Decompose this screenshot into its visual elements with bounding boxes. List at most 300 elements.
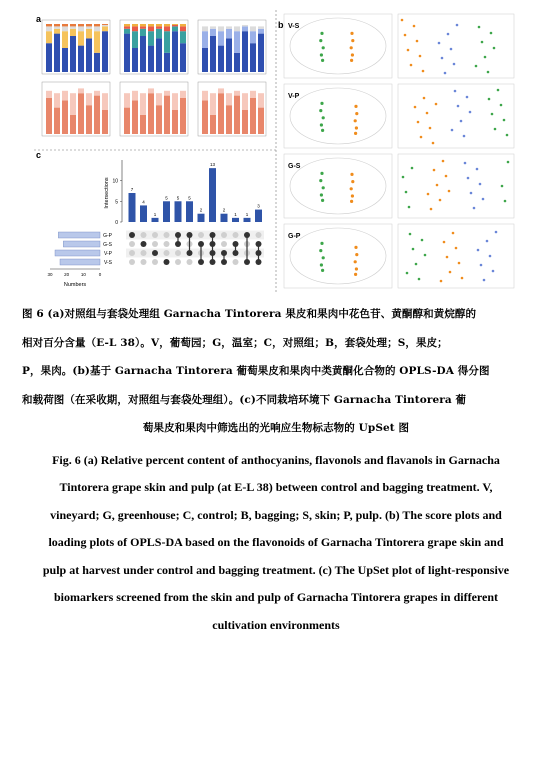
- stacked-bar-segment: [156, 29, 162, 39]
- loading-point: [493, 47, 496, 50]
- score-point-bagging: [354, 105, 357, 108]
- stacked-bar-segment: [242, 31, 248, 72]
- stacked-bar-segment: [164, 31, 170, 53]
- stacked-bar-segment: [46, 31, 52, 43]
- loading-point: [401, 19, 404, 22]
- score-point-bagging: [355, 126, 358, 129]
- stacked-bar-segment: [164, 24, 170, 26]
- caption-zh-line: 和载荷图（在采收期，对照组与套袋处理组）。(c)不同栽培环境下 Garnacha Tintorera 葡: [22, 393, 467, 406]
- stacked-bar-segment: [250, 31, 256, 43]
- stacked-bar-segment: [54, 29, 60, 34]
- loading-point: [408, 206, 411, 209]
- upset-matrix-dot: [152, 232, 158, 238]
- stacked-bar-segment: [54, 26, 60, 28]
- loading-point: [449, 271, 452, 274]
- upset-matrix-dot: [221, 241, 227, 247]
- stacked-bar-segment: [234, 53, 240, 72]
- stacked-bar-segment: [94, 31, 100, 53]
- stacked-bar-segment: [148, 46, 154, 72]
- loading-point: [423, 97, 426, 100]
- loading-point: [469, 111, 472, 114]
- stacked-bar-segment: [172, 31, 178, 72]
- stacked-bar-segment: [132, 91, 138, 101]
- stacked-bar-segment: [78, 24, 84, 26]
- stacked-bar-segment: [250, 43, 256, 72]
- score-point-control: [320, 172, 323, 175]
- stacked-bar-segment: [242, 93, 248, 110]
- stacked-bar-segment: [102, 26, 108, 31]
- loading-point: [432, 142, 435, 145]
- stacked-bar-segment: [62, 91, 68, 101]
- stacked-bar-segment: [86, 93, 92, 105]
- stacked-bar-segment: [210, 26, 216, 28]
- stacked-bar-segment: [124, 34, 130, 72]
- stacked-bar-segment: [148, 31, 154, 45]
- upset-bar-label: 2: [222, 207, 226, 213]
- stacked-bar-segment: [140, 24, 146, 26]
- loading-point: [457, 105, 460, 108]
- upset-bar: [232, 218, 239, 222]
- stacked-bar-segment: [102, 93, 108, 110]
- opls-row-label: G-S: [288, 163, 301, 170]
- upset-set-size-bar: [58, 232, 100, 238]
- panel-c-upset: [34, 150, 276, 288]
- stacked-bar-segment: [54, 93, 60, 107]
- stacked-bar-segment: [124, 108, 130, 134]
- caption-zh-line: P，果肉。(b)基于 Garnacha Tintorera 葡萄果皮和果肉中类黄酮化合物的 OPLS-DA 得分图: [22, 365, 490, 377]
- stacked-bar-segment: [148, 26, 154, 31]
- caption-en-line: cultivation environments: [212, 617, 340, 632]
- loading-point: [407, 49, 410, 52]
- stacked-bar-segment: [218, 31, 224, 45]
- upset-set-axis-tick: 0: [98, 272, 102, 277]
- loading-point: [404, 34, 407, 37]
- stacked-bar-segment: [86, 38, 92, 72]
- score-point-bagging: [351, 194, 354, 197]
- upset-matrix-dot: [256, 232, 262, 238]
- stacked-bar-segment: [226, 105, 232, 134]
- loading-point: [461, 277, 464, 280]
- stacked-bar-segment: [218, 88, 224, 93]
- loading-point: [478, 26, 481, 29]
- score-point-control: [322, 46, 325, 49]
- stacked-bar-segment: [70, 29, 76, 36]
- loading-point: [417, 121, 420, 124]
- stacked-bar-segment: [250, 91, 256, 98]
- upset-bar: [186, 201, 193, 222]
- upset-bar: [163, 201, 170, 222]
- upset-matrix-dot: [233, 259, 239, 265]
- loading-point: [504, 200, 507, 203]
- stacked-bar-segment: [140, 93, 146, 115]
- stacked-bar-segment: [94, 26, 100, 31]
- loading-point: [486, 240, 489, 243]
- score-point-bagging: [354, 246, 357, 249]
- score-point-control: [320, 123, 323, 126]
- stacked-bar-segment: [46, 91, 52, 98]
- loading-point: [418, 278, 421, 281]
- stacked-bar-segment: [46, 98, 52, 134]
- upset-matrix-stripe: [126, 231, 264, 240]
- stacked-bar-segment: [124, 29, 130, 34]
- upset-set-size-bar: [60, 259, 100, 265]
- loading-plot-frame: [398, 224, 514, 288]
- upset-bar-label: 5: [176, 195, 180, 201]
- loading-point: [483, 279, 486, 282]
- upset-bar: [209, 168, 216, 222]
- stacked-bar-segment: [46, 24, 52, 26]
- stacked-bar-segment: [202, 48, 208, 72]
- loading-plot-frame: [398, 84, 514, 148]
- stacked-bar-segment: [140, 26, 146, 28]
- stacked-bar-segment: [70, 93, 76, 115]
- stacked-bar-segment: [54, 34, 60, 72]
- stacked-bar-segment: [62, 100, 68, 134]
- loading-point: [411, 167, 414, 170]
- stacked-bar-segment: [258, 29, 264, 34]
- score-plot-frame: [284, 14, 392, 78]
- caption-en-line: loading plots of OPLS-DA based on the flavonoids of Garnacha Tintorera grape skin and: [48, 535, 504, 549]
- panel-b-opls-da: [276, 10, 514, 292]
- caption-zh-line: 图 6 (a)对照组与套袋处理组 Garnacha Tintorera 果皮和果肉中花色苷、黄酮醇和黄烷醇的: [22, 308, 477, 320]
- loading-point: [481, 41, 484, 44]
- upset-matrix-dot: [164, 250, 170, 256]
- score-plot-frame: [284, 84, 392, 148]
- stacked-bar-segment: [124, 93, 130, 107]
- stacked-bar-segment: [148, 88, 154, 93]
- stacked-bar-segment: [258, 26, 264, 28]
- upset-matrix-dot: [141, 250, 147, 256]
- upset-y-tick-label: 5: [115, 199, 118, 206]
- loading-point: [446, 256, 449, 259]
- loading-point: [463, 135, 466, 138]
- loading-point: [473, 207, 476, 210]
- figure-caption: [22, 300, 530, 639]
- panel-c-label: c: [36, 150, 42, 160]
- loading-point: [429, 127, 432, 130]
- upset-bar: [129, 193, 136, 222]
- caption-en-line: Fig. 6 (a) Relative percent content of anthocyanins, flavonols and flavanols in Garnacha: [52, 452, 500, 467]
- caption-en-line: Tintorera grape skin and pulp (at E-L 38) between control and bagging treatment. V,: [59, 480, 493, 494]
- loading-point: [454, 90, 457, 93]
- upset-matrix-dot: [187, 259, 193, 265]
- opls-row-label: V-P: [288, 93, 300, 100]
- stacked-bar-segment: [140, 115, 146, 134]
- loading-point: [416, 40, 419, 43]
- score-point-control: [321, 59, 324, 62]
- stacked-bar-segment: [78, 26, 84, 31]
- score-point-control: [321, 199, 324, 202]
- loading-point: [447, 33, 450, 36]
- stacked-bar-segment: [86, 24, 92, 26]
- opls-row-label: G-P: [288, 233, 301, 240]
- opls-row-label: V-S: [288, 23, 300, 30]
- stacked-bar-segment: [102, 110, 108, 134]
- stacked-bar-segment: [164, 26, 170, 31]
- score-point-bagging: [355, 112, 358, 115]
- stacked-bar-segment: [156, 93, 162, 105]
- score-point-bagging: [355, 253, 358, 256]
- score-point-control: [322, 256, 325, 259]
- upset-matrix-dot: [129, 250, 135, 256]
- upset-bar: [152, 218, 159, 222]
- loading-point: [491, 113, 494, 116]
- panel-a-label: a: [36, 14, 42, 24]
- loading-point: [490, 32, 493, 35]
- upset-set-axis-tick: 20: [64, 272, 70, 277]
- score-point-control: [321, 269, 324, 272]
- stacked-bar-segment: [132, 31, 138, 48]
- stacked-bar-segment: [86, 26, 92, 28]
- loading-point: [405, 191, 408, 194]
- loading-point: [412, 248, 415, 251]
- stacked-bar-segment: [62, 48, 68, 72]
- loading-point: [500, 104, 503, 107]
- upset-matrix-dot: [221, 232, 227, 238]
- upset-bar: [255, 210, 262, 222]
- stacked-bar-segment: [172, 93, 178, 110]
- score-point-bagging: [351, 53, 354, 56]
- stacked-bar-segment: [210, 29, 216, 36]
- stacked-bar-segment: [94, 24, 100, 26]
- upset-bar: [198, 214, 205, 222]
- upset-bar-label: 1: [245, 211, 249, 217]
- upset-set-axis-tick: 30: [47, 272, 53, 277]
- upset-matrix-dot: [129, 259, 135, 265]
- stacked-bar-segment: [62, 26, 68, 31]
- stacked-bar-segment: [70, 115, 76, 134]
- figure-6: [30, 6, 522, 294]
- stacked-bar-segment: [180, 91, 186, 98]
- score-point-control: [321, 129, 324, 132]
- stacked-bar-segment: [226, 29, 232, 39]
- stacked-bar-segment: [54, 108, 60, 134]
- score-point-control: [320, 263, 323, 266]
- loading-point: [422, 70, 425, 73]
- stacked-bar-segment: [180, 24, 186, 26]
- loading-point: [433, 169, 436, 172]
- upset-bar-label: 1: [234, 211, 237, 217]
- stacked-bar-segment: [172, 110, 178, 134]
- stacked-bar-segment: [86, 29, 92, 39]
- loading-point: [456, 24, 459, 27]
- score-point-control: [319, 39, 322, 42]
- stacked-bar-segment: [54, 24, 60, 26]
- stacked-bar-segment: [202, 26, 208, 31]
- stacked-bar-segment: [70, 26, 76, 28]
- stacked-bar-segment: [46, 43, 52, 72]
- stacked-bar-segment: [202, 100, 208, 134]
- loading-point: [436, 184, 439, 187]
- upset-matrix-dot: [198, 232, 204, 238]
- score-point-bagging: [350, 59, 353, 62]
- loading-point: [438, 42, 441, 45]
- stacked-bar-segment: [124, 24, 130, 26]
- score-point-bagging: [354, 119, 357, 122]
- upset-bar-label: 4: [142, 199, 145, 205]
- stacked-bar-segment: [46, 26, 52, 31]
- upset-matrix-dot: [164, 259, 170, 265]
- upset-matrix-dot: [152, 250, 158, 256]
- upset-matrix-dot: [141, 259, 147, 265]
- stacked-bar-segment: [148, 24, 154, 26]
- panel-b-label: b: [278, 20, 284, 30]
- score-point-bagging: [350, 46, 353, 49]
- loading-point: [479, 183, 482, 186]
- stacked-bar-segment: [62, 31, 68, 48]
- loading-point: [475, 65, 478, 68]
- upset-y-axis-label: Intersections: [104, 177, 110, 209]
- stacked-bar-segment: [226, 93, 232, 105]
- stacked-bar-segment: [234, 96, 240, 134]
- stacked-bar-segment: [250, 26, 256, 31]
- upset-bar-label: 5: [188, 195, 191, 201]
- stacked-bar-segment: [140, 29, 146, 36]
- upset-matrix-dot: [175, 250, 181, 256]
- loading-point: [458, 262, 461, 265]
- stacked-bar-segment: [180, 98, 186, 134]
- stacked-bar-segment: [226, 38, 232, 72]
- score-point-bagging: [350, 187, 353, 190]
- loading-point: [470, 192, 473, 195]
- score-point-control: [322, 116, 325, 119]
- upset-y-tick-label: 0: [115, 220, 118, 226]
- loading-point: [467, 177, 470, 180]
- score-point-bagging: [355, 267, 358, 270]
- loading-point: [420, 136, 423, 139]
- stacked-bar-segment: [218, 46, 224, 72]
- upset-set-size-bar: [63, 241, 100, 247]
- loading-point: [443, 241, 446, 244]
- stacked-bar-segment: [62, 24, 68, 26]
- stacked-bar-segment: [132, 48, 138, 72]
- stacked-bar-segment: [148, 93, 154, 134]
- stacked-bar-segment: [70, 36, 76, 72]
- loading-point: [413, 25, 416, 28]
- loading-point: [507, 161, 510, 164]
- loading-point: [440, 280, 443, 283]
- caption-en-line: biomarkers screened from the skin and pulp of Garnacha Tintorera grapes in different: [53, 590, 498, 604]
- loading-point: [487, 71, 490, 74]
- loading-point: [424, 254, 427, 257]
- loading-point: [482, 198, 485, 201]
- upset-set-label: V-P: [103, 251, 112, 257]
- upset-bar: [175, 201, 182, 222]
- loading-point: [480, 264, 483, 267]
- loading-point: [506, 134, 509, 137]
- loading-point: [464, 162, 467, 165]
- score-point-control: [320, 193, 323, 196]
- upset-matrix-dot: [175, 259, 181, 265]
- upset-matrix-dot: [141, 241, 147, 247]
- stacked-bar-segment: [164, 91, 170, 96]
- score-point-control: [319, 109, 322, 112]
- score-point-control: [320, 53, 323, 56]
- stacked-bar-segment: [70, 24, 76, 26]
- stacked-bar-segment: [180, 43, 186, 72]
- loading-point: [477, 249, 480, 252]
- loading-point: [451, 129, 454, 132]
- loading-point: [497, 89, 500, 92]
- stacked-bar-segment: [164, 53, 170, 72]
- loading-point: [476, 168, 479, 171]
- upset-bar: [221, 214, 228, 222]
- loading-point: [415, 263, 418, 266]
- stacked-bar-segment: [172, 25, 178, 26]
- loading-point: [419, 55, 422, 58]
- upset-bar: [140, 205, 147, 222]
- stacked-bar-segment: [102, 31, 108, 72]
- stacked-bar-segment: [258, 93, 264, 107]
- upset-set-axis-tick: 10: [80, 272, 86, 277]
- score-point-bagging: [354, 273, 357, 276]
- stacked-bar-segment: [180, 26, 186, 31]
- stacked-bar-segment: [258, 34, 264, 72]
- loading-plot-frame: [398, 154, 514, 218]
- score-point-bagging: [351, 39, 354, 42]
- upset-set-size-bar: [55, 250, 100, 256]
- stacked-bar-segment: [234, 31, 240, 53]
- stacked-bar-segment: [218, 26, 224, 31]
- loading-plot-frame: [398, 14, 514, 78]
- score-point-bagging: [354, 260, 357, 263]
- loading-point: [501, 185, 504, 188]
- stacked-bar-segment: [140, 36, 146, 72]
- caption-zh-line: 相对百分含量（E-L 38）。V，葡萄园；G，温室；C，对照组；B，套袋处理；S，果皮；: [22, 336, 448, 349]
- loading-point: [489, 255, 492, 258]
- loading-point: [494, 128, 497, 131]
- upset-bar: [244, 218, 251, 222]
- loading-point: [503, 119, 506, 122]
- stacked-bar-segment: [202, 91, 208, 101]
- loading-point: [427, 193, 430, 196]
- upset-set-label: V-S: [103, 260, 112, 266]
- stacked-bar-segment: [172, 24, 178, 25]
- loading-point: [441, 57, 444, 60]
- loading-point: [421, 239, 424, 242]
- loading-point: [453, 63, 456, 66]
- loading-point: [484, 56, 487, 59]
- stacked-bar-segment: [86, 105, 92, 134]
- loading-point: [495, 231, 498, 234]
- upset-bar-label: 7: [130, 187, 134, 192]
- stacked-bar-segment: [78, 31, 84, 45]
- stacked-bar-segment: [156, 105, 162, 134]
- loading-point: [435, 103, 438, 106]
- loading-point: [414, 106, 417, 109]
- stacked-bar-segment: [242, 26, 248, 31]
- stacked-bar-segment: [242, 110, 248, 134]
- stacked-bar-segment: [210, 93, 216, 115]
- stacked-bar-segment: [226, 26, 232, 28]
- stacked-bar-segment: [234, 91, 240, 96]
- upset-matrix-dot: [164, 241, 170, 247]
- caption-zh-line: 萄果皮和果肉中筛选出的光响应生物标志物的 UpSet 图: [142, 422, 410, 434]
- stacked-bar-segment: [124, 26, 130, 28]
- stacked-bar-segment: [78, 46, 84, 72]
- stacked-bar-segment: [210, 115, 216, 134]
- loading-point: [455, 247, 458, 250]
- stacked-bar-segment: [156, 24, 162, 26]
- stacked-bar-segment: [172, 26, 178, 31]
- stacked-bar-segment: [78, 93, 84, 134]
- stacked-bar-segment: [156, 38, 162, 72]
- stacked-bar-segment: [132, 100, 138, 134]
- stacked-bar-segment: [132, 24, 138, 26]
- upset-matrix-stripe: [126, 249, 264, 258]
- loading-point: [410, 64, 413, 67]
- score-point-control: [322, 186, 325, 189]
